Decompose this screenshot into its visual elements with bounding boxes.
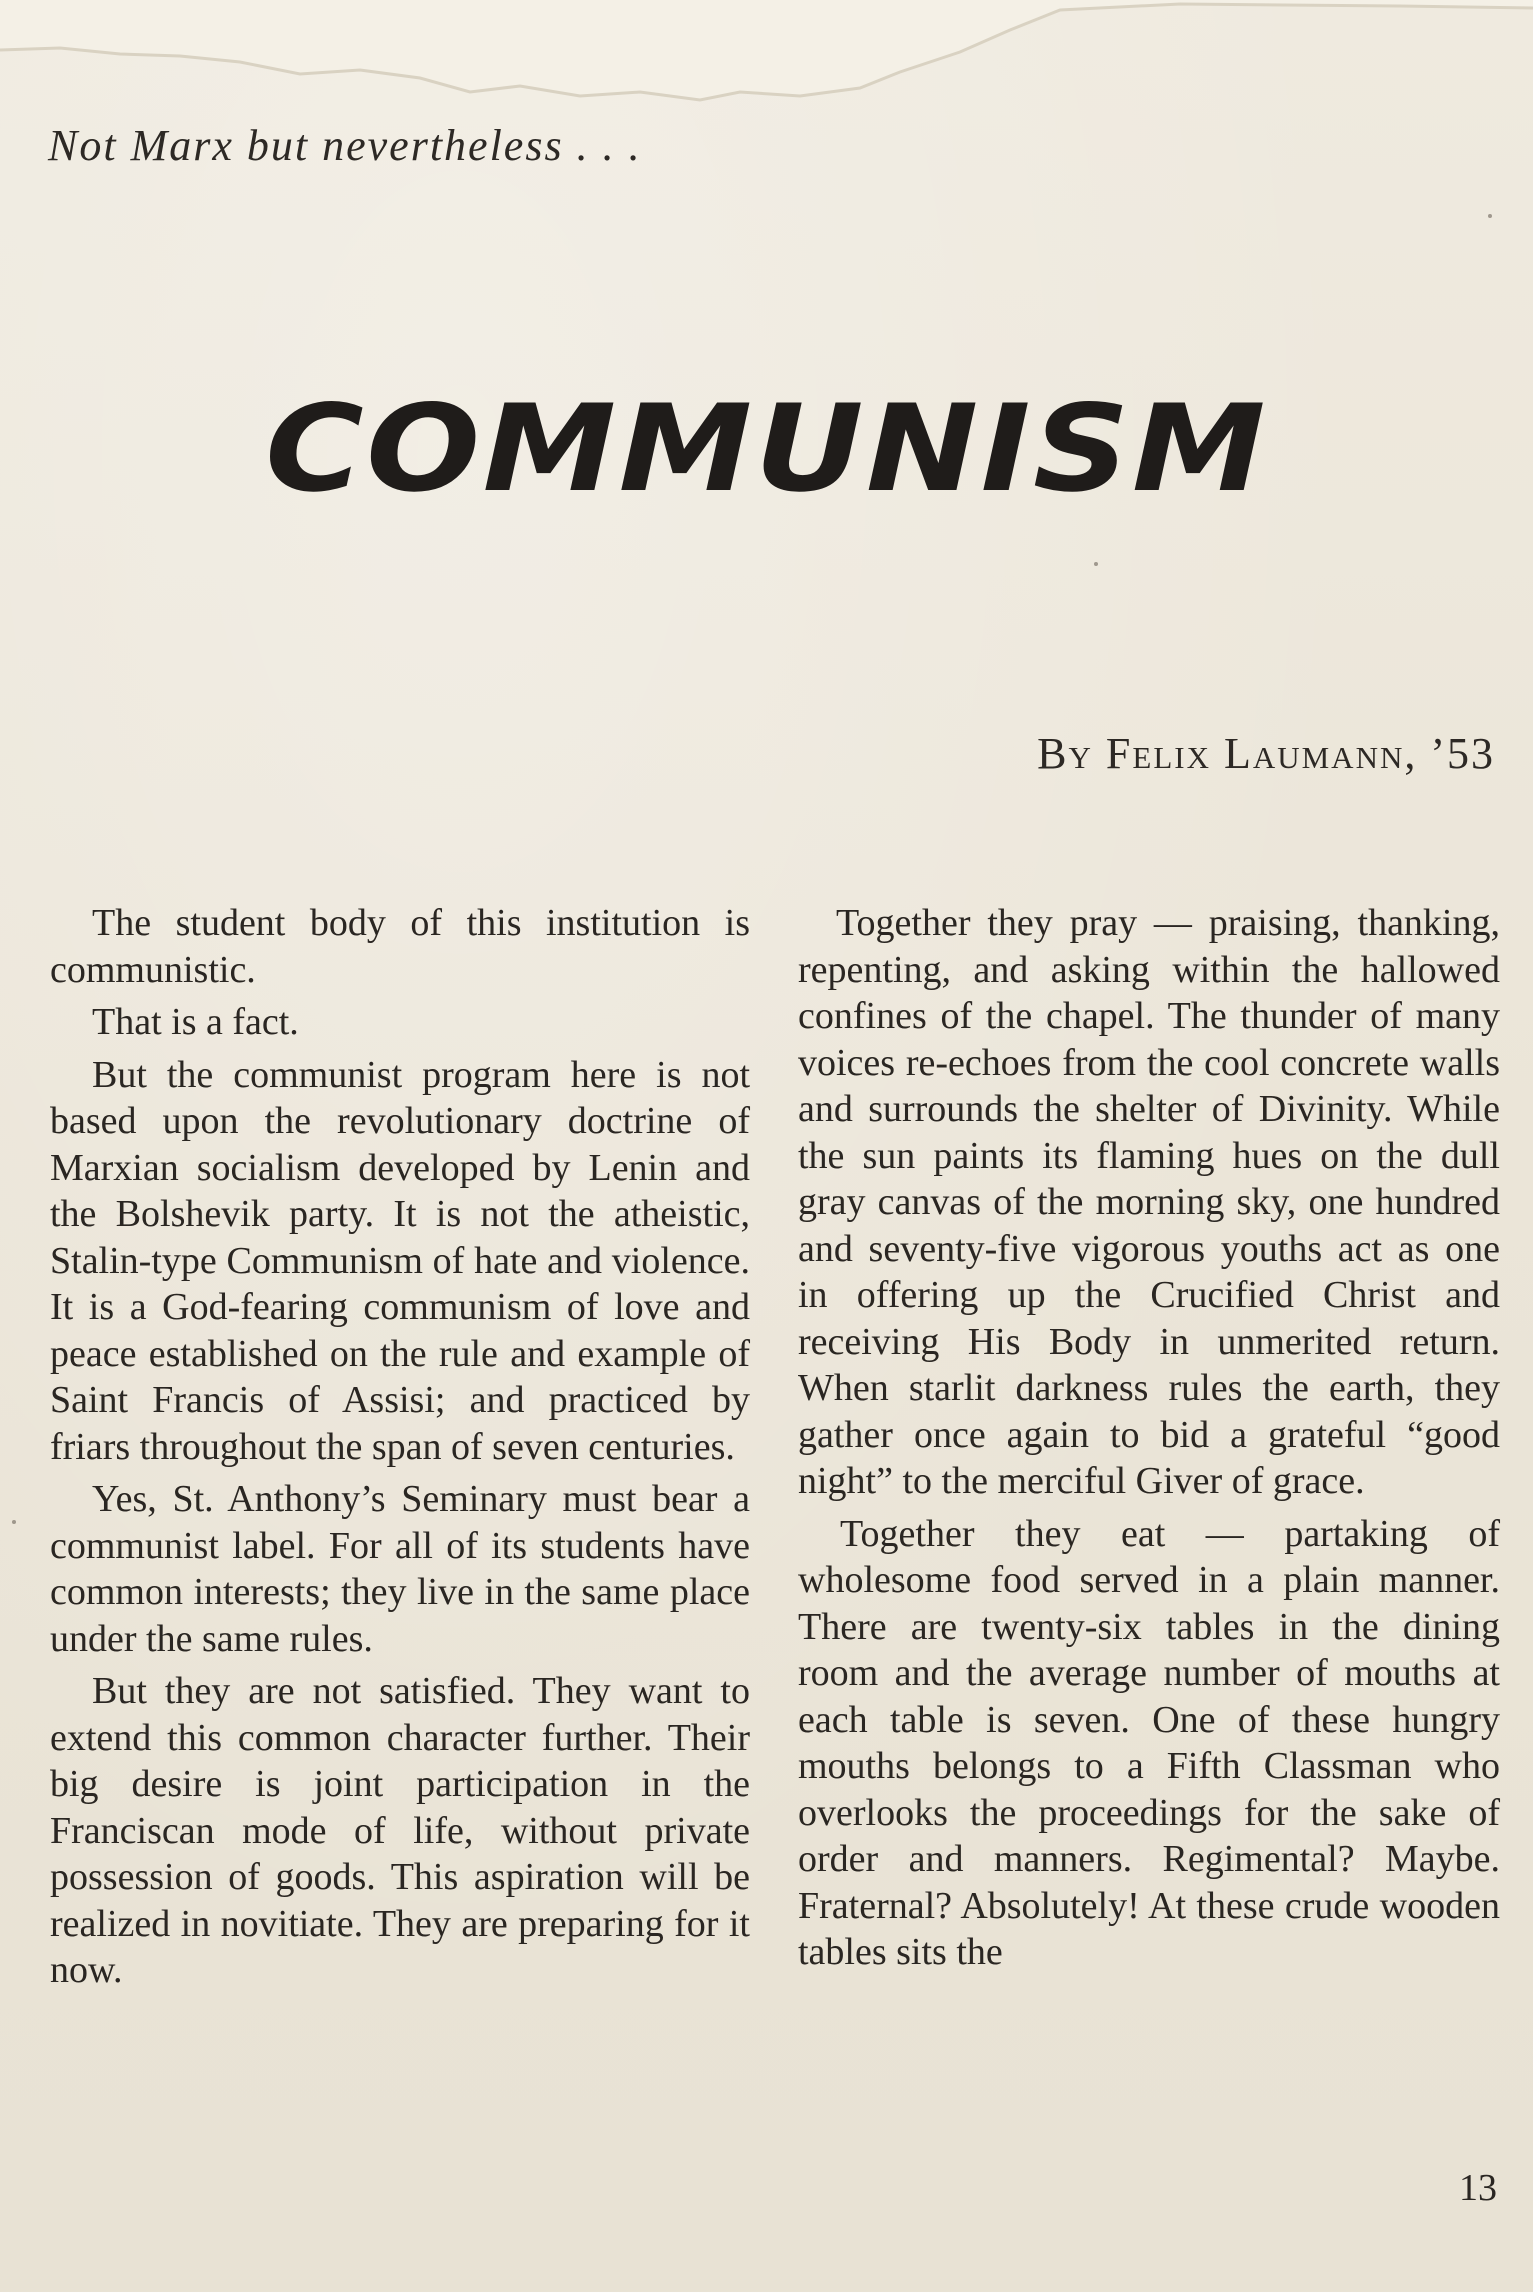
paper-speck — [12, 1520, 16, 1524]
left-column — [50, 900, 750, 2000]
kicker-text: Not Marx but nevertheless . . . — [48, 121, 642, 170]
paper-speck — [1488, 214, 1492, 218]
paragraph: The student body of this institution is communistic. — [50, 902, 750, 991]
byline: By Felix Laumann, ’53 — [1037, 729, 1495, 778]
paragraph: Together they pray — praising, thanking, repenting, and asking within the hallowed confines of the chapel. The thunder of many voices re-echoes from the cool concrete walls and surrounds the shelter of Divinity. While the sun paints its flaming hues on the dull gray canvas of the morning sky, one hundred and seventy-five vigorous youths act as one in offering up the Crucified Christ and receiving His Body in unmerited return. When starlit darkness rules the earth, they gather once again to bid a grateful “good night” to the merciful Giver of grace. — [798, 902, 1500, 1502]
paragraph: That is a fact. — [92, 1001, 299, 1043]
paragraph: But they are not satisfied. They want to extend this common character further. Their big desire is joint participation in the Franciscan mode of life, without private possession of goods. This aspiration will be realized in novitiate. They are preparing for it now. — [50, 1670, 750, 1991]
paragraph: Yes, St. Anthony’s Seminary must bear a communist label. For all of its students have common interests; they live in the same place under the same rules. — [50, 1478, 750, 1660]
torn-paper-edge — [0, 0, 1533, 140]
page-number: 13 — [1459, 2167, 1497, 2209]
headline: COMMUNISM — [265, 380, 1268, 519]
paragraph: But the communist program here is not based upon the revolutionary doctrine of Marxian socialism developed by Lenin and the Bolshevik party. It is not the atheistic, Stalin-type Communism of hate and violence. It is a God-fearing communism of love and peace established on the rule and example of Saint Francis of Assisi; and practiced by friars throughout the span of seven centuries. — [50, 1053, 750, 1468]
paragraph: Together they eat — partaking of wholesome food served in a plain manner. There are twenty-six tables in the dining room and the average number of mouths at each table is seven. One of these hungry mouths belongs to a Fifth Classman who overlooks the proceedings for the sake of order and manners. Regimental? Maybe. Fraternal? Absolutely! At these crude wooden tables sits the — [798, 1512, 1500, 1973]
right-column — [798, 900, 1500, 1982]
paper-speck — [1094, 562, 1098, 566]
